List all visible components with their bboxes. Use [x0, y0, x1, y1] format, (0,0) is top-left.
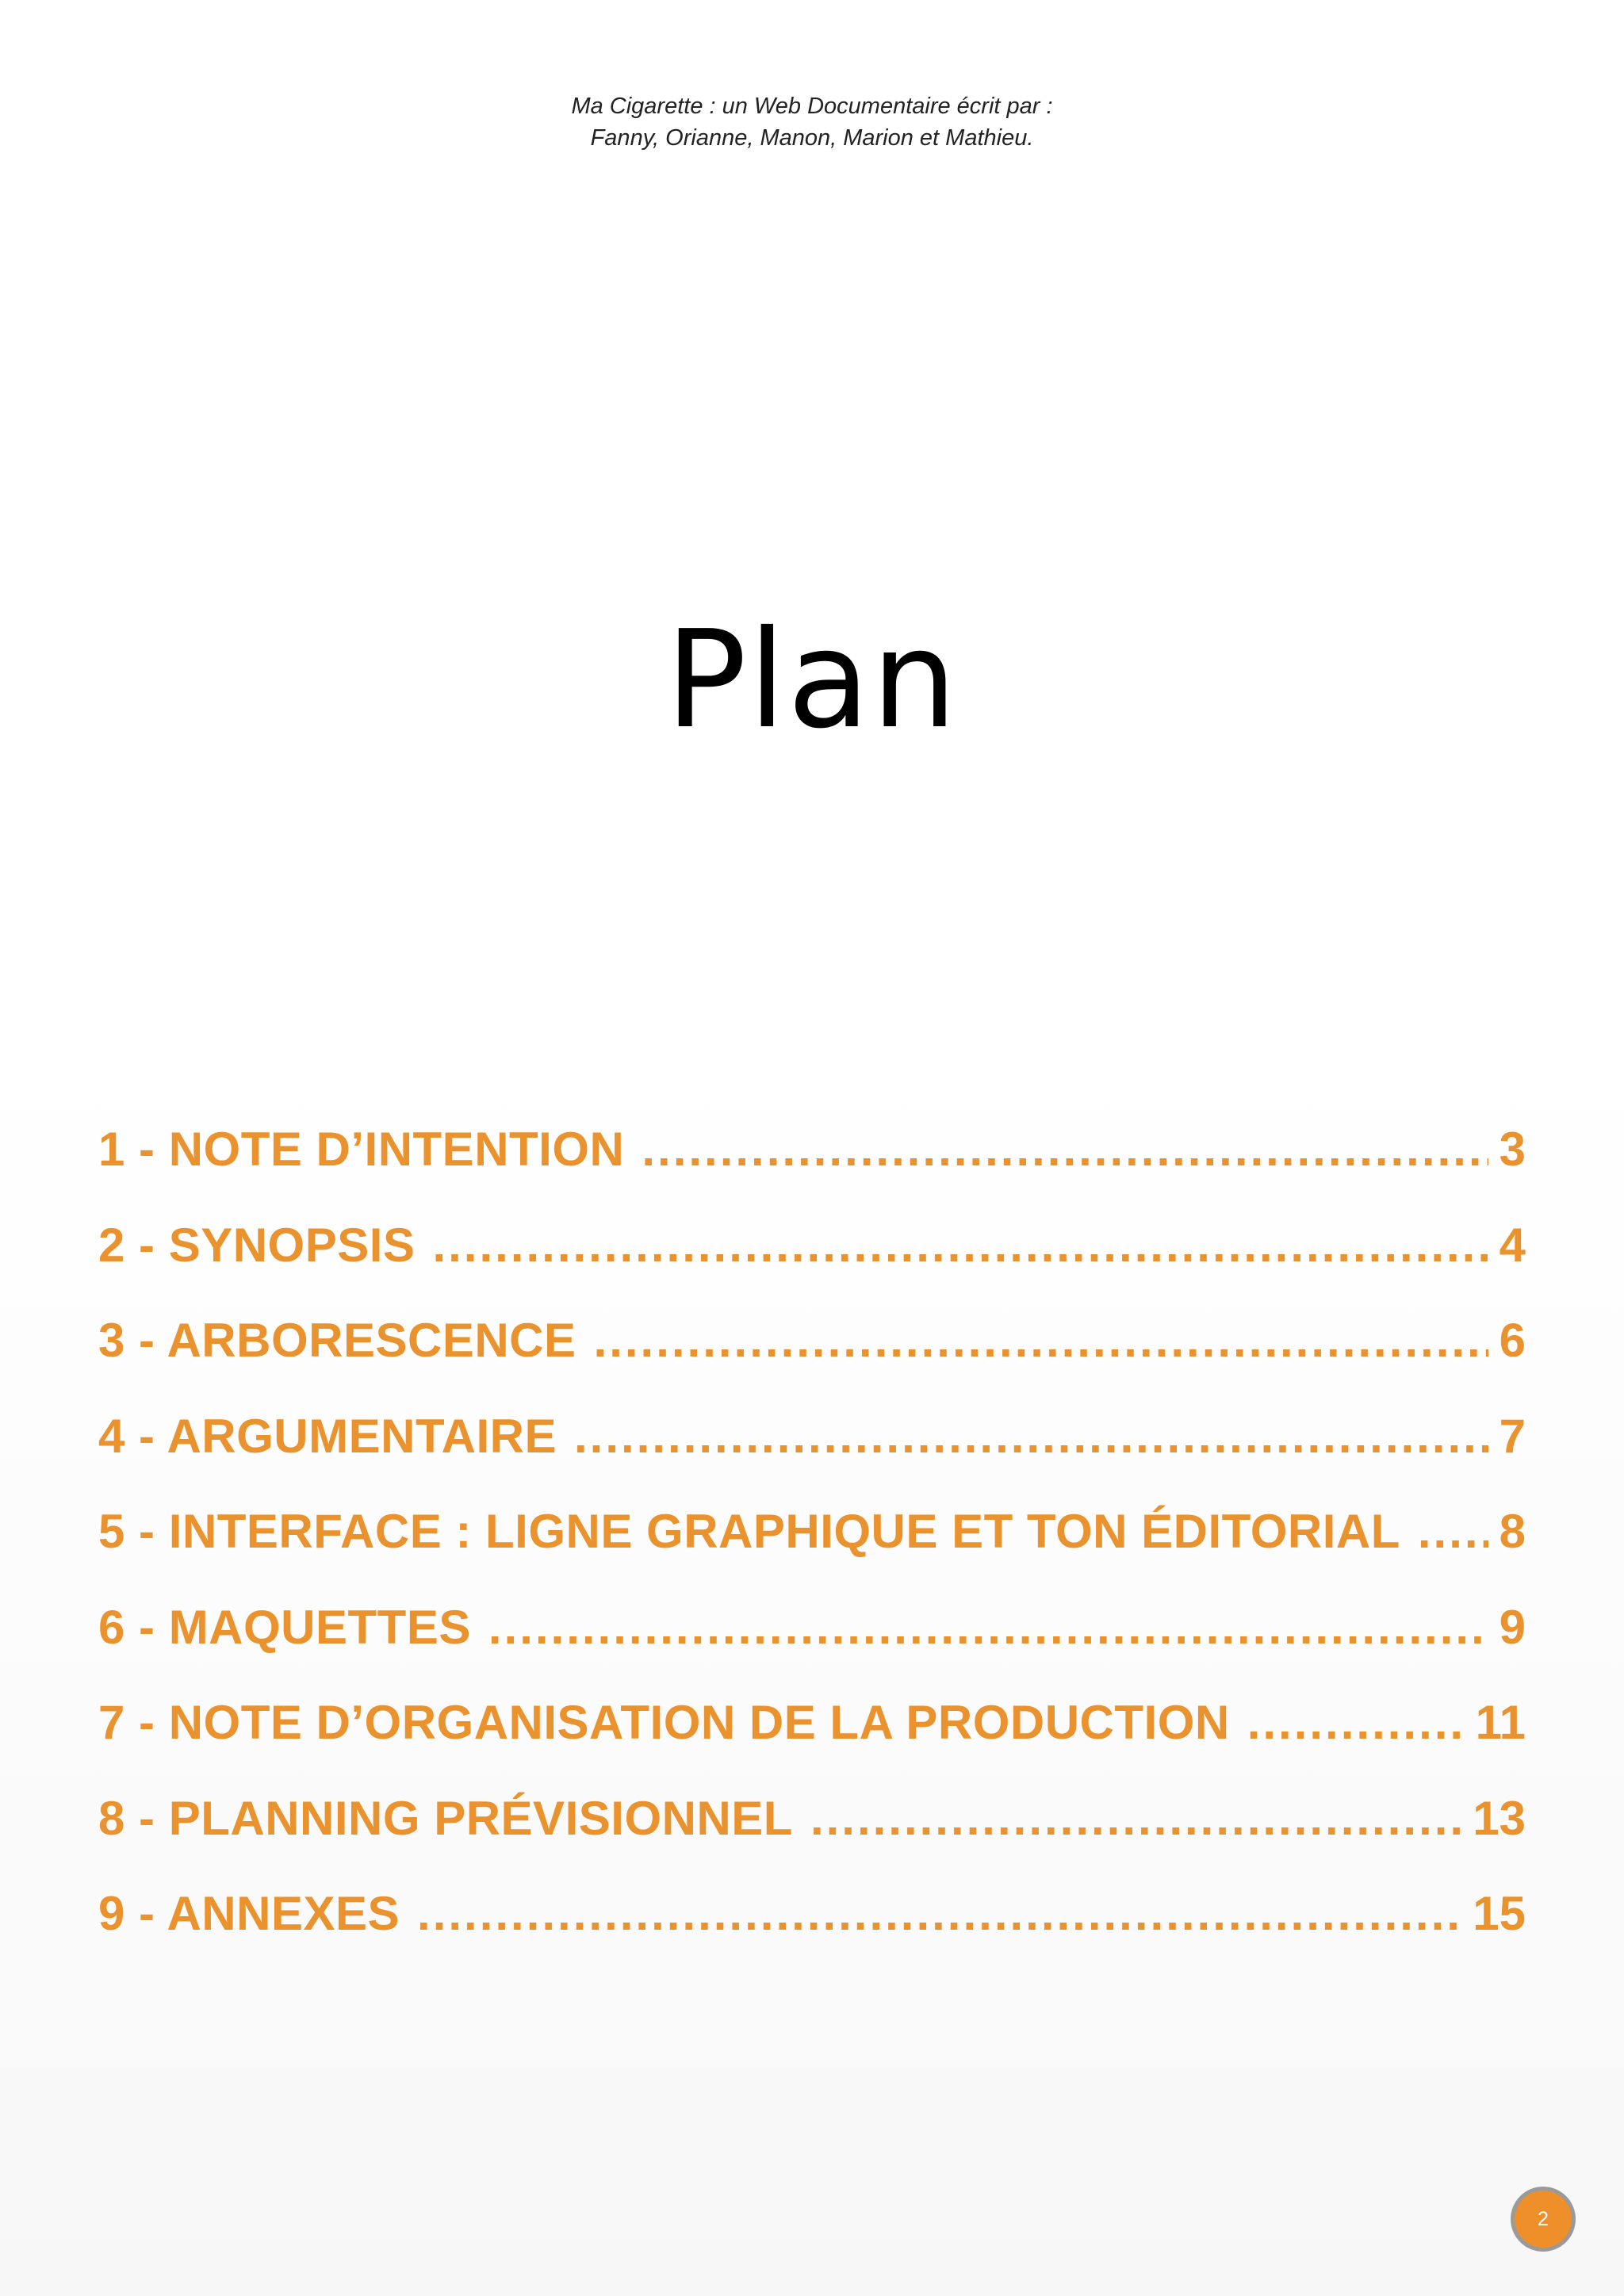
toc-dot-leader: [574, 1405, 1488, 1468]
toc-dot-leader: [1247, 1691, 1465, 1755]
toc-entry-page: 15: [1473, 1887, 1526, 1940]
toc-entry-maquettes[interactable]: [98, 1596, 1526, 1692]
toc-dot-leader: [810, 1787, 1461, 1850]
toc-entry-label: 1 - NOTE D’INTENTION: [98, 1123, 625, 1176]
toc-dot-leader: [417, 1882, 1461, 1946]
toc-dot-leader: [432, 1214, 1488, 1277]
toc-dot-leader: [1418, 1500, 1488, 1563]
toc-dot-leader: [642, 1118, 1488, 1181]
document-header: [0, 90, 1624, 154]
toc-entry-label: 2 - SYNOPSIS: [98, 1218, 416, 1272]
page-number-badge: [1515, 2191, 1572, 2248]
toc-entry-label: 5 - INTERFACE : LIGNE GRAPHIQUE ET TON ÉDITORIAL: [98, 1505, 1400, 1558]
table-of-contents: [98, 1118, 1526, 1978]
toc-entry-synopsis[interactable]: [98, 1214, 1526, 1310]
toc-dot-leader: [488, 1596, 1488, 1659]
toc-entry-argumentaire[interactable]: [98, 1405, 1526, 1501]
header-line-1: Ma Cigarette : un Web Documentaire écrit par :: [571, 94, 1053, 119]
toc-entry-organisation-production[interactable]: [98, 1691, 1526, 1787]
toc-entry-note-intention[interactable]: [98, 1118, 1526, 1214]
toc-entry-arborescence[interactable]: [98, 1309, 1526, 1405]
page-number: 2: [1538, 2207, 1549, 2230]
toc-entry-page: 7: [1499, 1409, 1526, 1463]
toc-entry-page: 9: [1499, 1600, 1526, 1654]
toc-entry-page: 3: [1499, 1123, 1526, 1176]
toc-entry-planning-previsionnel[interactable]: [98, 1787, 1526, 1883]
toc-entry-annexes[interactable]: [98, 1882, 1526, 1978]
header-line-2: Fanny, Orianne, Manon, Marion et Mathieu.: [590, 125, 1034, 151]
toc-entry-label: 8 - PLANNING PRÉVISIONNEL: [98, 1791, 793, 1845]
toc-entry-label: 3 - ARBORESCENCE: [98, 1314, 576, 1367]
toc-entry-page: 4: [1499, 1218, 1526, 1272]
toc-entry-page: 8: [1499, 1505, 1526, 1558]
toc-entry-page: 11: [1475, 1696, 1526, 1749]
toc-entry-label: 4 - ARGUMENTAIRE: [98, 1409, 557, 1463]
toc-entry-label: 6 - MAQUETTES: [98, 1600, 471, 1654]
toc-entry-page: 13: [1473, 1791, 1526, 1845]
page-title: Plan: [665, 602, 959, 759]
toc-dot-leader: [594, 1309, 1488, 1372]
toc-entry-page: 6: [1499, 1314, 1526, 1367]
toc-entry-label: 7 - NOTE D’ORGANISATION DE LA PRODUCTION: [98, 1696, 1230, 1749]
toc-entry-label: 9 - ANNEXES: [98, 1887, 400, 1940]
toc-entry-interface[interactable]: [98, 1500, 1526, 1596]
